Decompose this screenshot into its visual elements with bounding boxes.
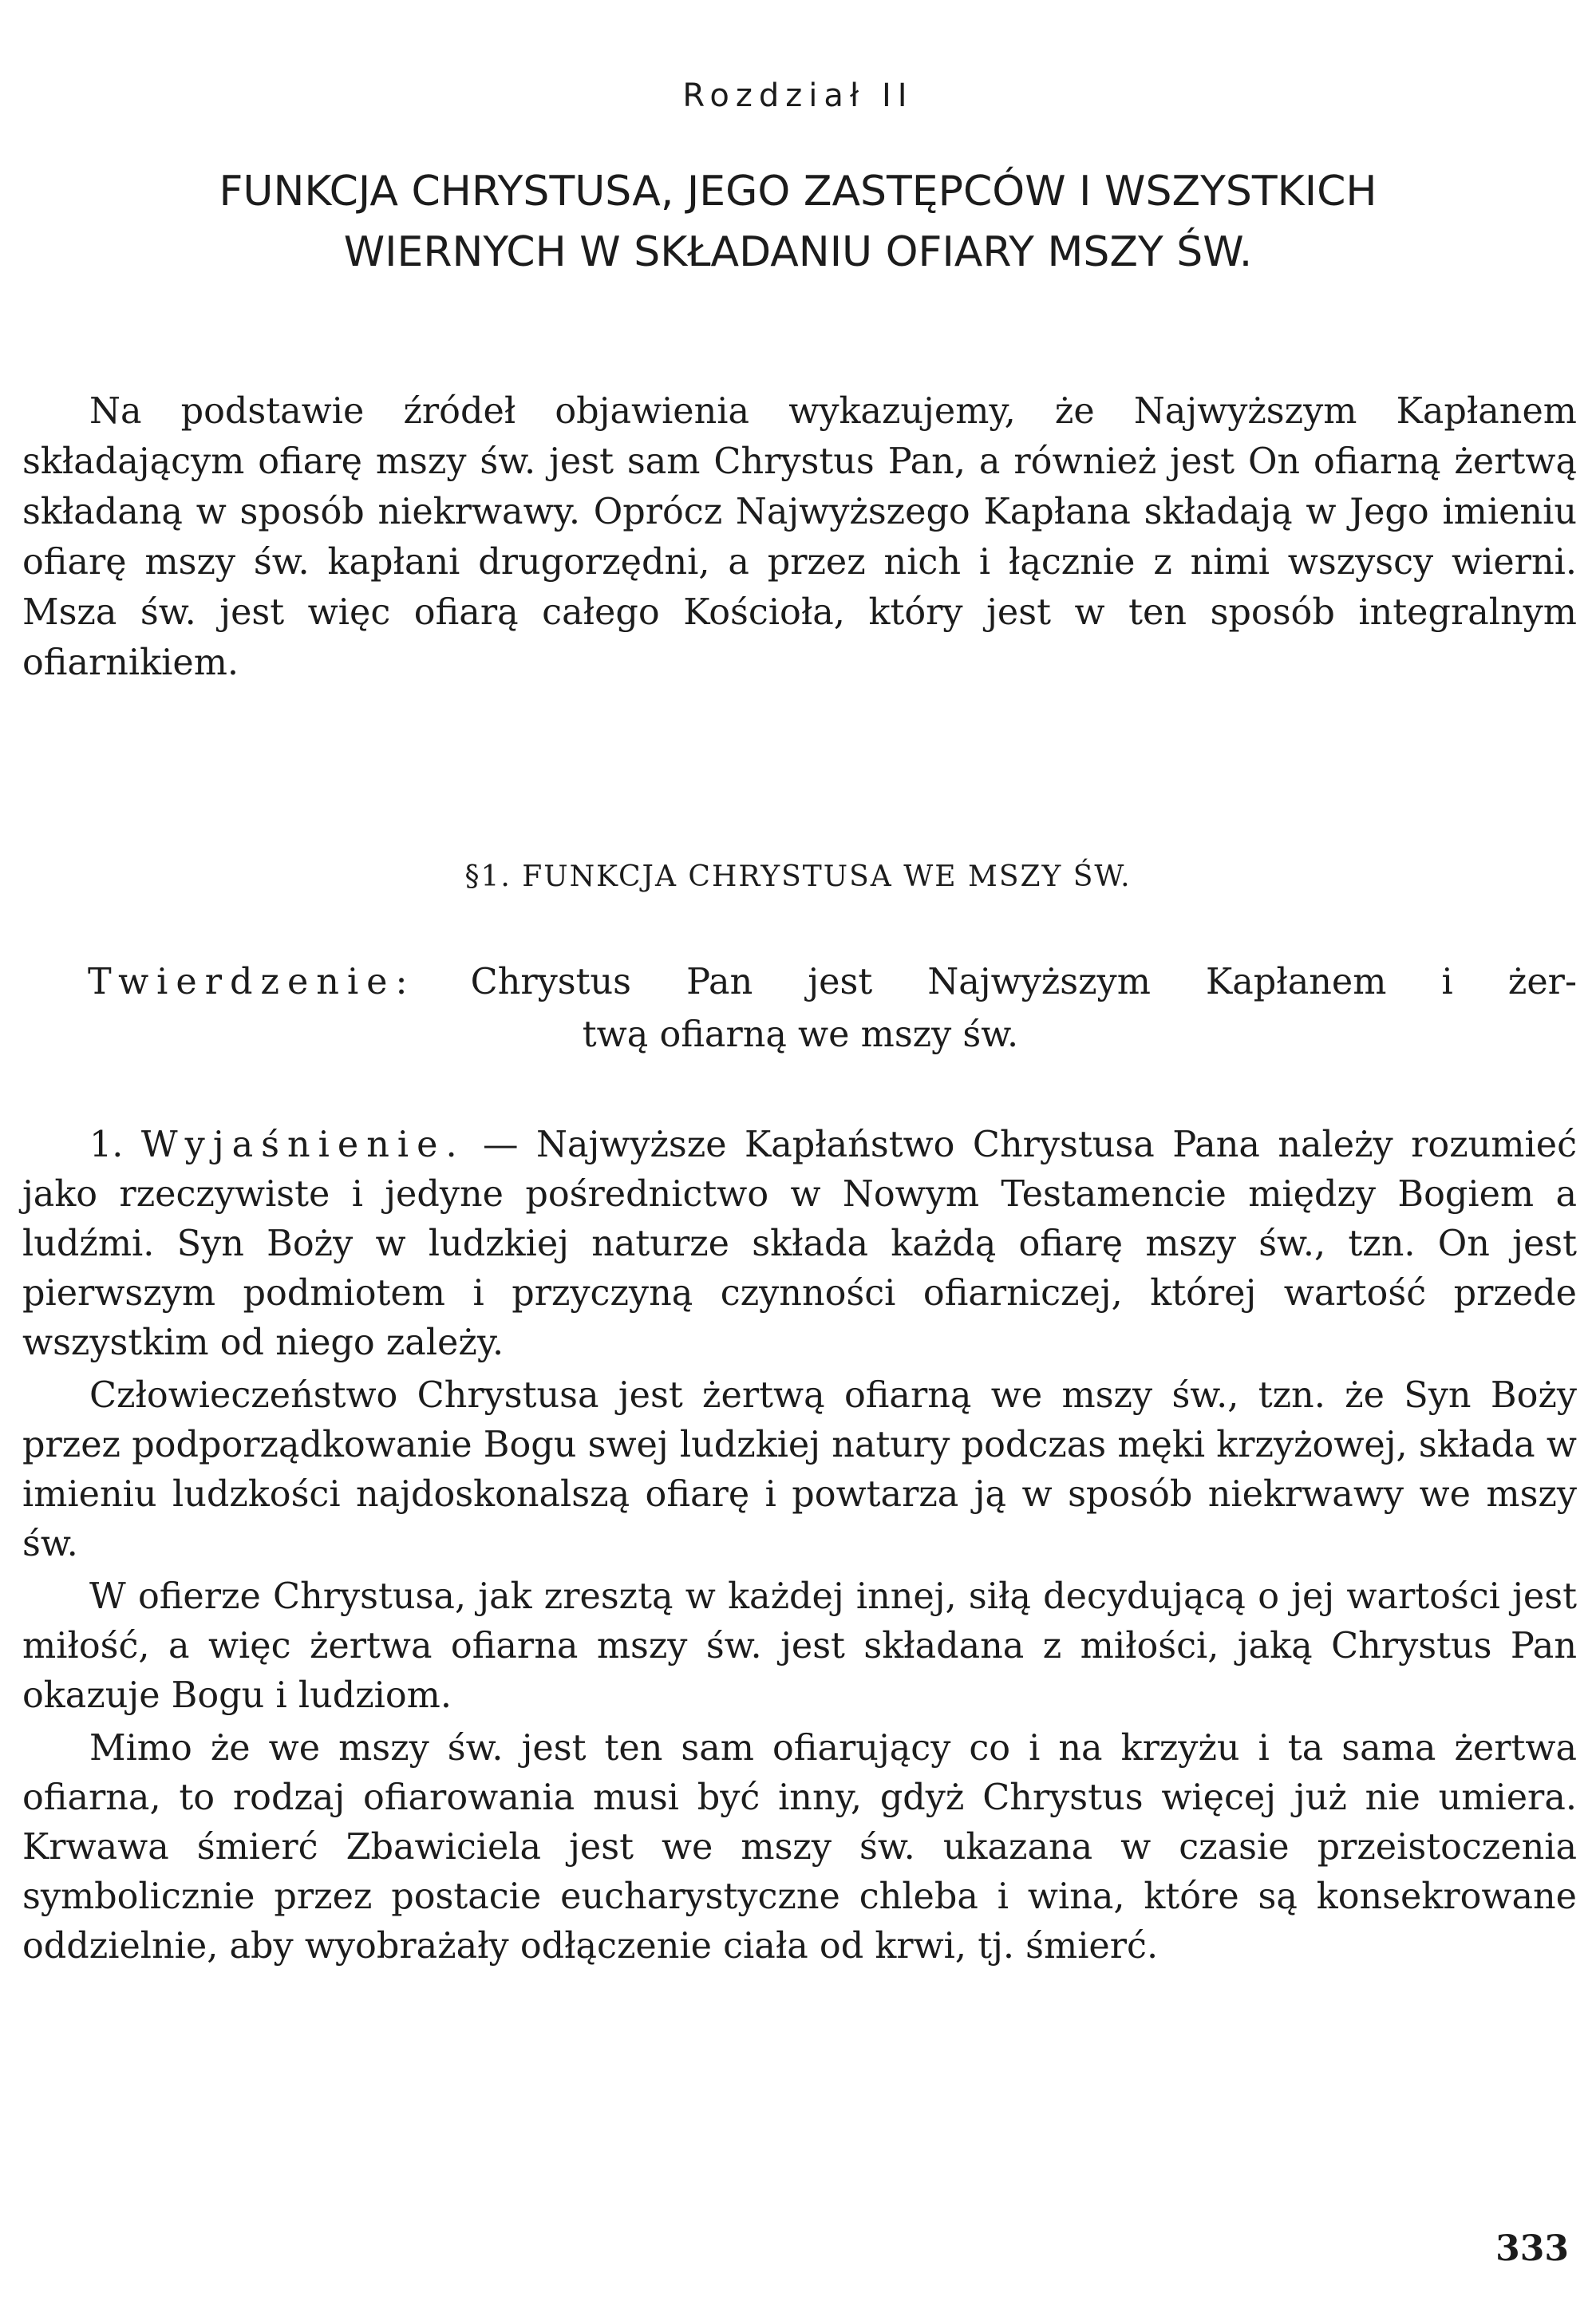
explanation-text: — Najwyższe Kapłaństwo Chrystusa Pana należy rozumieć jako rzeczywiste i jedyne pośrednictwo w Nowym Testamencie między Bogiem a ludźmi. Syn Boży w ludzkiej naturze składa każdą ofiarę mszy św., tzn. On jest pierwszym podmiotem i przyczyną czynności ofiarniczej, której wartość przede wszystkim od niego zależy.	[22, 1125, 1577, 1363]
thesis-label: Twierdzenie:	[88, 962, 416, 1002]
body-paragraph: W ofierze Chrystusa, jak zresztą w każdej innej, siłą decydującą o jej wartości jest miłość, a więc żertwa ofiarna mszy św. jest składana z miłości, jaką Chrystus Pan okazuje Bogu i ludziom.	[22, 1576, 1577, 1716]
body-text	[22, 1121, 1577, 1975]
intro-section	[22, 386, 1577, 688]
chapter-title-line: WIERNYCH W SKŁADANIU OFIARY MSZY ŚW.	[343, 228, 1253, 276]
explanation-number: 1.	[89, 1125, 124, 1165]
chapter-title	[48, 161, 1548, 283]
explanation-paragraph	[22, 1121, 1577, 1368]
thesis-text-line-1: Chrystus Pan jest Najwyższym Kapłanem i żer-	[470, 962, 1577, 1002]
thesis-text-line-2: twą ofiarną we mszy św.	[582, 1014, 1019, 1055]
page-number: 333	[1495, 2228, 1569, 2269]
section-heading: §1. FUNKCJA CHRYSTUSA WE MSZY ŚW.	[464, 860, 1132, 893]
thesis-line-1	[88, 956, 1577, 1009]
chapter-title-line: FUNKCJA CHRYSTUSA, JEGO ZASTĘPCÓW I WSZYSTKICH	[219, 168, 1377, 215]
explanation-label: Wyjaśnienie.	[140, 1125, 465, 1165]
body-paragraph: Człowieczeństwo Chrystusa jest żertwą ofiarną we mszy św., tzn. że Syn Boży przez podporządkowanie Bogu swej ludzkiej natury podczas męki krzyżowej, składa w imieniu ludzkości najdoskonalszą ofiarę i powtarza ją w sposób niekrwawy we mszy św.	[22, 1375, 1577, 1564]
body-paragraph: Mimo że we mszy św. jest ten sam ofiarujący co i na krzyżu i ta sama żertwa ofiarna, to rodzaj ofiarowania musi być inny, gdyż Chrystus więcej już nie umiera. Krwawa śmierć Zbawiciela jest we mszy św. ukazana w czasie przeistoczenia symbolicznie przez postacie eucharystyczne chleba i wina, które są konsekrowane oddzielnie, aby wyobrażały odłączenie ciała od krwi, tj. śmierć.	[22, 1728, 1577, 1967]
intro-paragraph: Na podstawie źródeł objawienia wykazujemy, że Najwyższym Kapłanem składającym ofiarę mszy św. jest sam Chrystus Pan, a również jest On ofiarną żertwą składaną w sposób niekrwawy. Oprócz Najwyższego Kapłana składają w Jego imieniu ofiarę mszy św. kapłani drugorzędni, a przez nich i łącznie z nimi wszyscy wierni. Msza św. jest więc ofiarą całego Kościoła, który jest w ten sposób integralnym ofiarnikiem.	[22, 391, 1577, 683]
chapter-label: Rozdział II	[682, 77, 914, 114]
thesis-statement	[88, 956, 1577, 1062]
